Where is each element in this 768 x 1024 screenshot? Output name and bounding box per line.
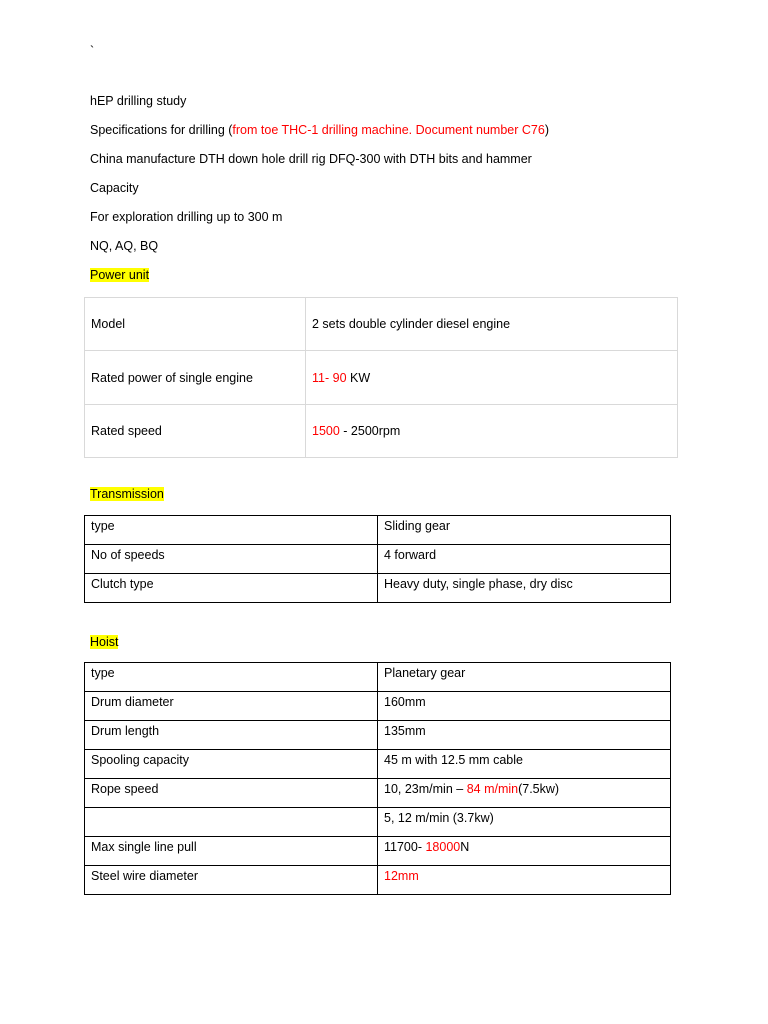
- document-title: hEP drilling study: [90, 94, 187, 108]
- table-cell-label: [85, 808, 378, 837]
- table-cell-value: [378, 837, 671, 866]
- table-row: [85, 351, 678, 405]
- rated-power-red: 11- 90: [312, 370, 347, 385]
- table-row: [85, 779, 671, 808]
- table-row: [85, 298, 678, 351]
- table-row: [85, 516, 671, 545]
- line-pull-red: 18000: [425, 840, 461, 854]
- hoist-table: [84, 662, 671, 895]
- table-cell-label: Spooling capacity: [85, 750, 378, 779]
- spec-suffix: ): [544, 123, 549, 137]
- specifications-line: [90, 123, 549, 137]
- hoist-heading: [90, 635, 118, 649]
- table-cell-value: Heavy duty, single phase, dry disc: [378, 574, 671, 603]
- table-row: [85, 663, 671, 692]
- table-cell-label: Rope speed: [85, 779, 378, 808]
- table-cell-label: Steel wire diameter: [85, 866, 378, 895]
- table-cell-value: 45 m with 12.5 mm cable: [378, 750, 671, 779]
- tick-mark: `: [90, 44, 95, 58]
- table-row: [85, 866, 671, 895]
- spec-prefix: Specifications for drilling (: [90, 123, 233, 137]
- table-row: [85, 837, 671, 866]
- rope-speed-post: (7.5kw): [518, 782, 560, 796]
- table-cell-value: [306, 405, 678, 458]
- table-row: [85, 750, 671, 779]
- table-cell-value: 135mm: [378, 721, 671, 750]
- table-cell-value: Sliding gear: [378, 516, 671, 545]
- table-row: [85, 808, 671, 837]
- rated-speed-rest: - 2500rpm: [339, 424, 401, 438]
- table-cell-value: Planetary gear: [378, 663, 671, 692]
- wire-diameter-red: 12mm: [384, 869, 419, 883]
- table-cell-label: Clutch type: [85, 574, 378, 603]
- line-pull-post: N: [460, 840, 470, 854]
- table-cell-label: Drum diameter: [85, 692, 378, 721]
- core-sizes: NQ, AQ, BQ: [90, 239, 159, 253]
- rated-power-unit: KW: [346, 370, 371, 385]
- table-cell-label: Max single line pull: [85, 837, 378, 866]
- transmission-heading: [90, 487, 164, 501]
- line-pull-pre: 11700-: [384, 840, 426, 854]
- table-cell-label: type: [85, 663, 378, 692]
- power-unit-heading: [90, 268, 149, 282]
- table-cell-label: Rated speed: [85, 405, 306, 458]
- table-cell-value: [378, 866, 671, 895]
- rope-speed-red: 84 m/min: [466, 782, 519, 796]
- transmission-heading-text: Transmission: [90, 487, 164, 501]
- exploration-line: For exploration drilling up to 300 m: [90, 210, 283, 224]
- transmission-table: [84, 515, 671, 603]
- table-cell-value: 4 forward: [378, 545, 671, 574]
- rope-speed-pre: 10, 23m/min –: [384, 782, 467, 796]
- table-row: [85, 405, 678, 458]
- table-cell-value: 5, 12 m/min (3.7kw): [378, 808, 671, 837]
- table-cell-label: Rated power of single engine: [85, 351, 306, 405]
- rated-speed-red: 1500: [312, 424, 340, 438]
- table-row: [85, 545, 671, 574]
- spec-source-red: from toe THC-1 drilling machine. Document number C76: [232, 123, 545, 137]
- table-cell-label: type: [85, 516, 378, 545]
- table-row: [85, 692, 671, 721]
- table-cell-value: [306, 351, 678, 405]
- table-row: [85, 574, 671, 603]
- table-cell-label: Model: [85, 298, 306, 351]
- power-unit-heading-text: Power unit: [90, 268, 150, 282]
- power-unit-table: [84, 297, 678, 458]
- table-cell-label: No of speeds: [85, 545, 378, 574]
- table-cell-value: [378, 779, 671, 808]
- table-cell-label: Drum length: [85, 721, 378, 750]
- table-cell-value: 160mm: [378, 692, 671, 721]
- capacity-label: Capacity: [90, 181, 139, 195]
- table-cell-value: 2 sets double cylinder diesel engine: [306, 298, 678, 351]
- hoist-heading-text: Hoist: [90, 635, 119, 649]
- table-row: [85, 721, 671, 750]
- manufacture-line: China manufacture DTH down hole drill rig DFQ-300 with DTH bits and hammer: [90, 152, 532, 166]
